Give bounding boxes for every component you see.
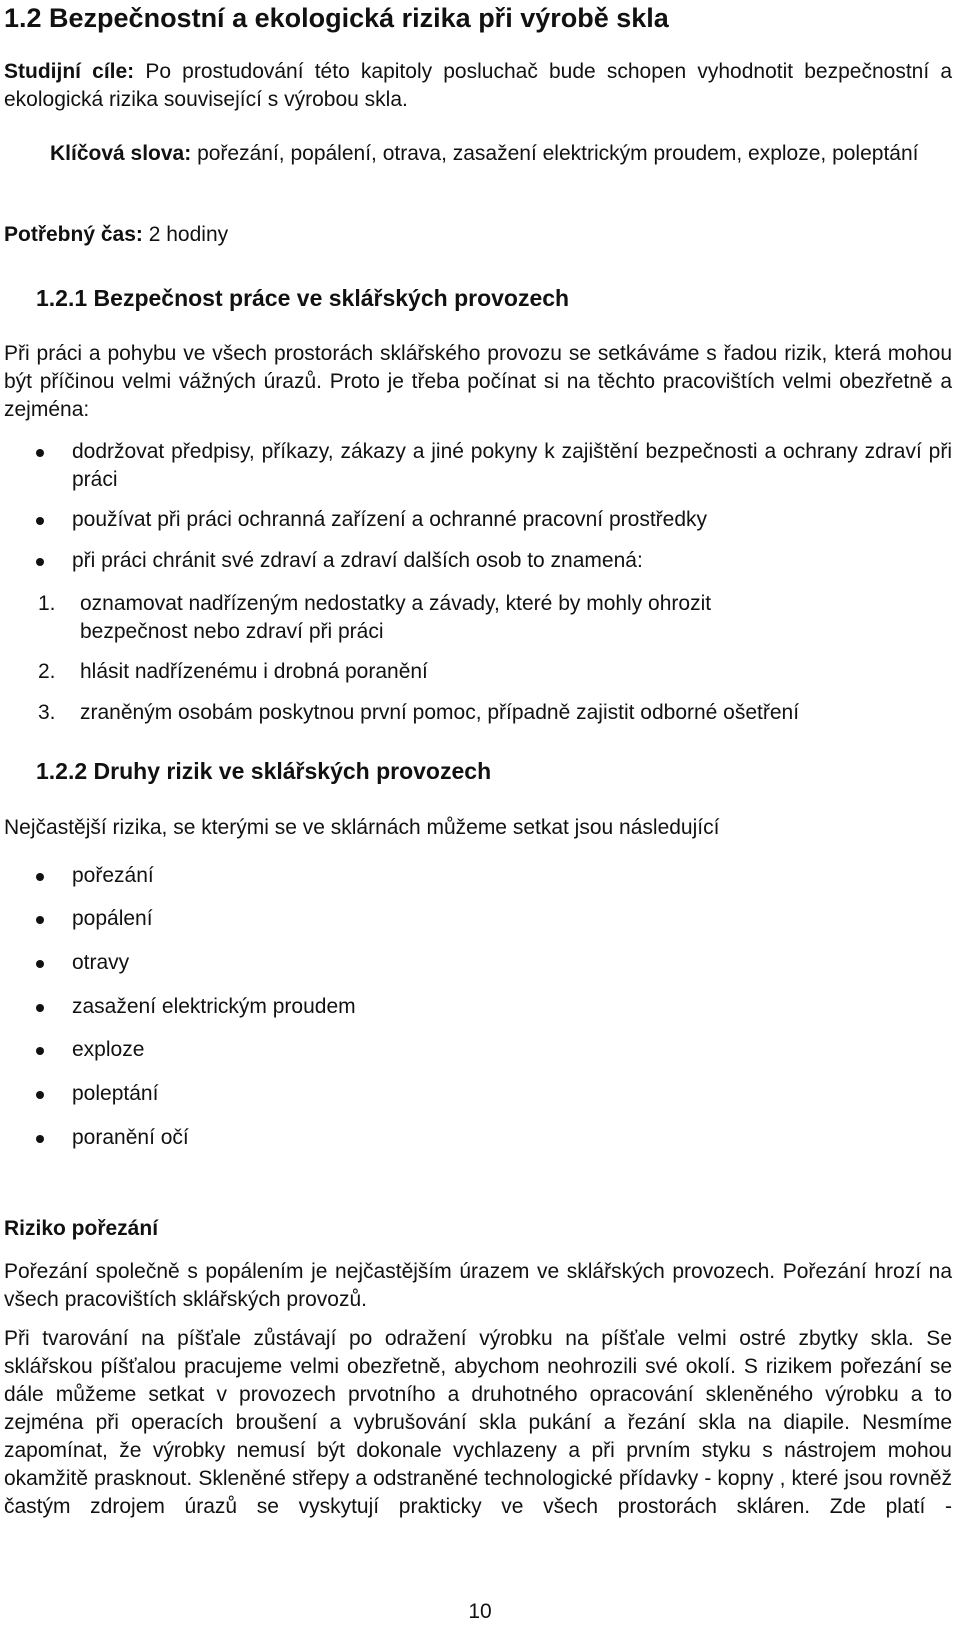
page-number: 10	[468, 1600, 492, 1623]
section-heading-1: 1.2.1 Bezpečnost práce ve sklářských provozech	[36, 285, 570, 311]
required-time	[4, 221, 904, 249]
risk-paragraph-2: Při tvarování na píšťale zůstávají po odražení výrobku na píšťale velmi ostré zbytky skla. Se sklářskou píšťalou pracujeme velmi obezřetně, abychom neohrozili své okolí. S rizikem pořezání se dále můžeme setkat v provozech prvotního a druhotného opracování skleněného výrobku a to zejména při operacích broušení a vybrušování skla pukání a řezání skla na diapile. Nesmíme zapomínat, že výrobky nemusí být dokonale vychlazeny a při prvním styku s nástrojem mohou okamžitě prasknout. Skleněné střepy a odstraněné technologické přídavky - kopny , které jsou rovněž častým zdrojem úrazů se vyskytují prakticky ve všech prostorách skláren. Zde platí -	[4, 1327, 952, 1518]
numbered-item: hlásit nadřízenému i drobná poranění	[80, 660, 428, 683]
list-item: používat při práci ochranná zařízení a ochranné pracovní prostředky	[72, 508, 708, 531]
bullet-dot	[36, 517, 44, 525]
risk-item: poranění očí	[72, 1126, 189, 1149]
list-number: 1.	[38, 592, 56, 615]
risk-item: popálení	[72, 907, 153, 930]
chapter-title: 1.2 Bezpečnostní a ekologická rizika při výrobě skla	[4, 3, 669, 33]
study-goals	[4, 58, 952, 114]
bullet-dot	[36, 916, 44, 924]
subheading-cut-risk: Riziko pořezání	[4, 1217, 159, 1240]
bullet-dot	[36, 449, 44, 457]
numbered-item: zraněným osobám poskytnou první pomoc, případně zajistit odborné ošetření	[80, 701, 800, 724]
list-item: při práci chránit své zdraví a zdraví dalších osob to znamená:	[72, 549, 643, 572]
risk-item: exploze	[72, 1038, 145, 1061]
list-item: dodržovat předpisy, příkazy, zákazy a jiné pokyny k zajištění bezpečnosti a ochrany zdraví při práci	[72, 440, 952, 491]
keywords	[50, 140, 952, 168]
risk-item: otravy	[72, 951, 130, 974]
numbered-item: oznamovat nadřízeným nedostatky a závady, které by mohly ohrozit bezpečnost nebo zdraví při práci	[80, 592, 712, 643]
keywords-label: Klíčová slova:	[50, 142, 192, 165]
bullet-dot	[36, 1091, 44, 1099]
required-time-label: Potřebný čas:	[4, 223, 143, 246]
keywords-text: pořezání, popálení, otrava, zasažení elektrickým proudem, exploze, poleptání	[191, 142, 919, 165]
study-goals-label: Studijní cíle:	[4, 60, 135, 83]
section1-intro: Při práci a pohybu ve všech prostorách sklářského provozu se setkáváme s řadou rizik, která mohou být příčinou velmi vážných úrazů. Proto je třeba počínat si na těchto pracovištích velmi obezřetně a zejména:	[4, 342, 952, 421]
bullet-dot	[36, 1135, 44, 1143]
risk-item: poleptání	[72, 1082, 159, 1105]
bullet-dot	[36, 558, 44, 566]
risk-item: pořezání	[72, 864, 154, 887]
study-goals-text: Po prostudování této kapitoly posluchač bude schopen vyhodnotit bezpečnostní a ekologická rizika související s výrobou skla.	[4, 60, 953, 111]
risk-item: zasažení elektrickým proudem	[72, 995, 356, 1018]
bullet-dot	[36, 960, 44, 968]
required-time-text: 2 hodiny	[142, 223, 229, 246]
bullet-dot	[36, 1047, 44, 1055]
risk-paragraph-1: Pořezání společně s popálením je nejčastějším úrazem ve sklářských provozech. Pořezání hrozí na všech pracovištích sklářských provozů.	[4, 1260, 952, 1311]
list-number: 2.	[38, 660, 56, 683]
bullet-dot	[36, 873, 44, 881]
bullet-dot	[36, 1004, 44, 1012]
section2-intro: Nejčastější rizika, se kterými se ve sklárnách můžeme setkat jsou následující	[4, 816, 720, 839]
section-heading-2: 1.2.2 Druhy rizik ve sklářských provozech	[36, 758, 492, 784]
list-number: 3.	[38, 701, 56, 724]
